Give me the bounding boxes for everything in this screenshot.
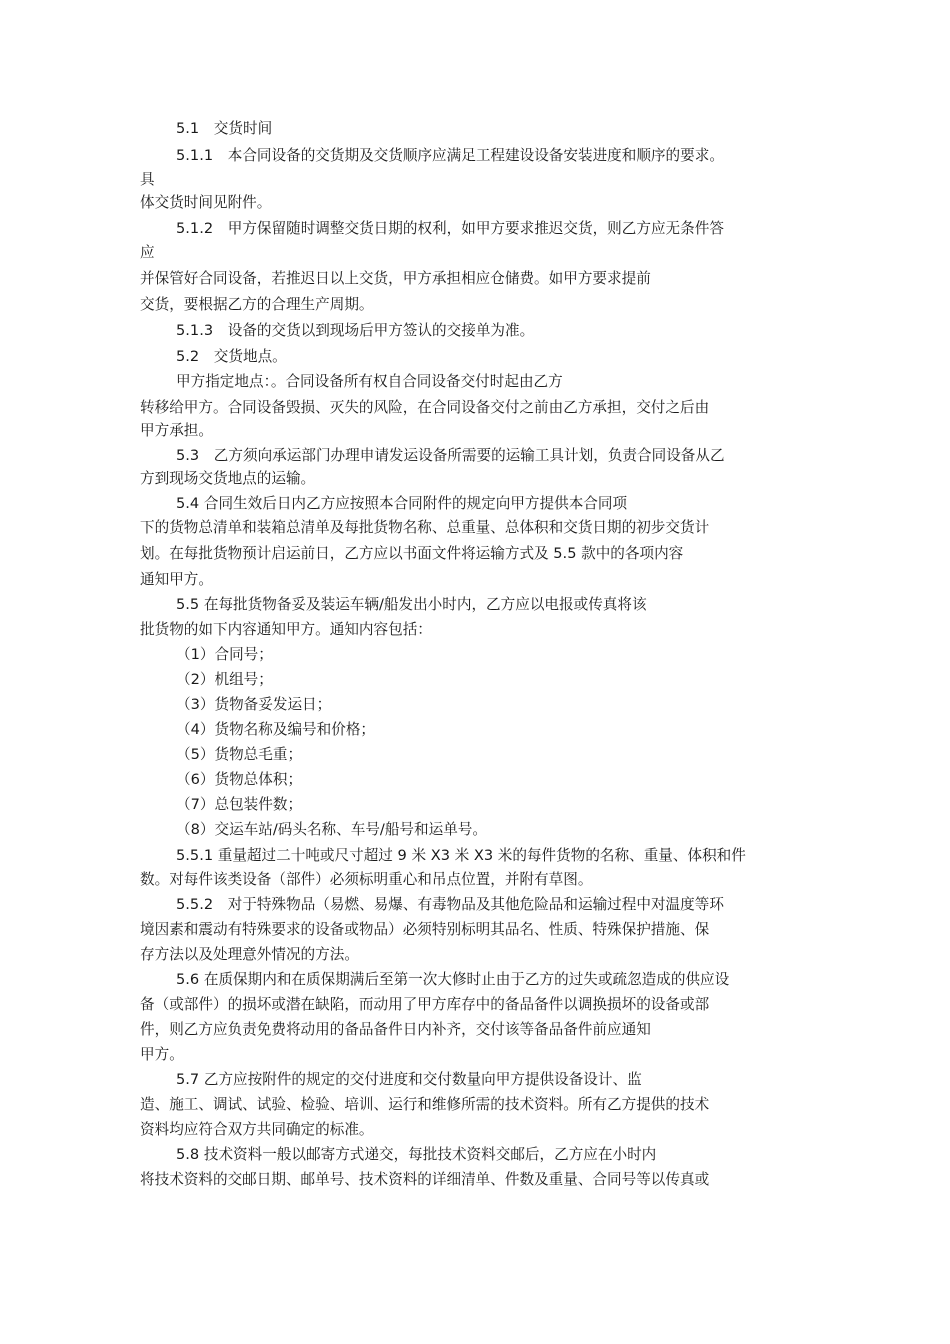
text-line: 甲方承担。 xyxy=(140,422,213,439)
clause-5-4: 5.4 合同生效后日内乙方应按照本合同附件的规定向甲方提供本合同项 xyxy=(176,495,628,512)
text-line: 通知甲方。 xyxy=(140,571,213,588)
text-line: 并保管好合同设备，若推迟日以上交货，甲方承担相应仓储费。如甲方要求提前 xyxy=(140,270,651,287)
text-line: 将技术资料的交邮日期、邮单号、技术资料的详细清单、件数及重量、合同号等以传真或 xyxy=(140,1171,710,1188)
text-line: 体交货时间见附件。 xyxy=(140,194,272,211)
text-line: 件，则乙方应负责免费将动用的备品备件日内补齐，交付该等备品备件前应通知 xyxy=(140,1021,651,1038)
clause-5-1-1: 5.1.1 本合同设备的交货期及交货顺序应满足工程建设设备安装进度和顺序的要求。 xyxy=(176,147,724,164)
heading-5-2: 5.2 交货地点。 xyxy=(176,348,287,365)
text-line: 方到现场交货地点的运输。 xyxy=(140,470,316,487)
text-line: 具 xyxy=(140,171,155,188)
clause-5-1-2: 5.1.2 甲方保留随时调整交货日期的权利，如甲方要求推迟交货，则乙方应无条件答 xyxy=(176,220,724,237)
list-item: （3）货物备妥发运日； xyxy=(176,696,332,713)
text-line: 备（或部件）的损坏或潜在缺陷，而动用了甲方库存中的备品备件以调换损坏的设备或部 xyxy=(140,996,710,1013)
list-item: （7）总包装件数； xyxy=(176,796,303,813)
text-line: 数。对每件该类设备（部件）必须标明重心和吊点位置，并附有草图。 xyxy=(140,871,593,888)
clause-5-5: 5.5 在每批货物备妥及装运车辆/船发出小时内，乙方应以电报或传真将该 xyxy=(176,596,647,613)
text-line: 存方法以及处理意外情况的方法。 xyxy=(140,946,359,963)
text-line: 甲方。 xyxy=(140,1046,184,1063)
list-item: （1）合同号； xyxy=(176,646,273,663)
list-item: （4）货物名称及编号和价格； xyxy=(176,721,376,738)
clause-5-8: 5.8 技术资料一般以邮寄方式递交，每批技术资料交邮后，乙方应在小时内 xyxy=(176,1146,657,1163)
list-item: （8）交运车站/码头名称、车号/船号和运单号。 xyxy=(176,821,487,838)
text-line: 批货物的如下内容通知甲方。通知内容包括： xyxy=(140,621,432,638)
text-line: 下的货物总清单和装箱总清单及每批货物名称、总重量、总体积和交货日期的初步交货计 xyxy=(140,519,710,536)
text-line: 甲方指定地点：。合同设备所有权自合同设备交付时起由乙方 xyxy=(176,373,563,390)
text-line: 交货，要根据乙方的合理生产周期。 xyxy=(140,296,374,313)
clause-5-7: 5.7 乙方应按附件的规定的交付进度和交付数量向甲方提供设备设计、监 xyxy=(176,1071,642,1088)
text-line: 转移给甲方。合同设备毁损、灭失的风险，在合同设备交付之前由乙方承担，交付之后由 xyxy=(140,399,710,416)
text-line: 境因素和震动有特殊要求的设备或物品）必须特别标明其品名、性质、特殊保护措施、保 xyxy=(140,921,710,938)
clause-5-5-2: 5.5.2 对于特殊物品（易燃、易爆、有毒物品及其他危险品和运输过程中对温度等环 xyxy=(176,896,724,913)
heading-5-1: 5.1 交货时间 xyxy=(176,120,273,137)
text-line: 划。在每批货物预计启运前日，乙方应以书面文件将运输方式及 5.5 款中的各项内容 xyxy=(140,545,684,562)
clause-5-5-1: 5.5.1 重量超过二十吨或尺寸超过 9 米 X3 米 X3 米的每件货物的名称、重量、体积和件 xyxy=(176,847,746,864)
text-line: 资料均应符合双方共同确定的标准。 xyxy=(140,1121,374,1138)
clause-5-1-3: 5.1.3 设备的交货以到现场后甲方签认的交接单为准。 xyxy=(176,322,535,339)
text-line: 应 xyxy=(140,244,155,261)
list-item: （6）货物总体积； xyxy=(176,771,303,788)
text-line: 造、施工、调试、试验、检验、培训、运行和维修所需的技术资料。所有乙方提供的技术 xyxy=(140,1096,710,1113)
clause-5-3: 5.3 乙方须向承运部门办理申请发运设备所需要的运输工具计划，负责合同设备从乙 xyxy=(176,447,725,464)
list-item: （5）货物总毛重； xyxy=(176,746,303,763)
clause-5-6: 5.6 在质保期内和在质保期满后至第一次大修时止由于乙方的过失或疏忽造成的供应设 xyxy=(176,971,730,988)
list-item: （2）机组号； xyxy=(176,671,273,688)
